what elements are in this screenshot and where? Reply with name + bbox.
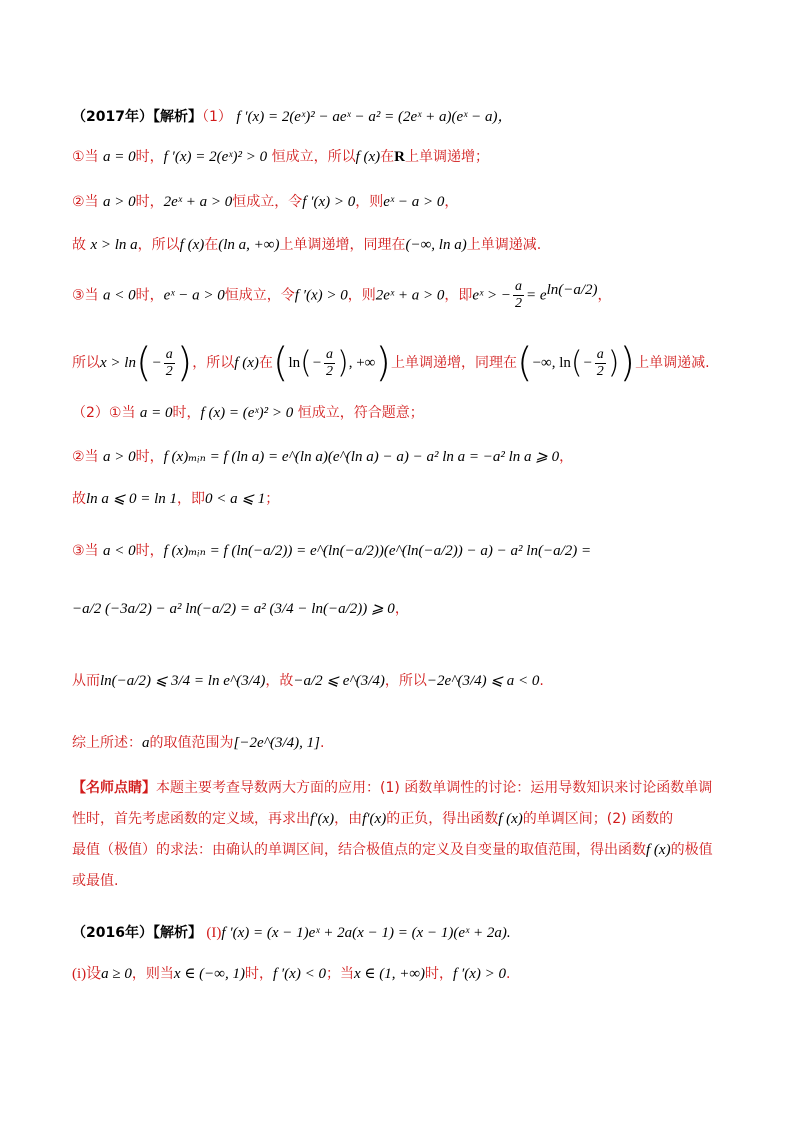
teacher-note-line: [72, 773, 732, 804]
fraction: [595, 347, 606, 380]
part2-conclusion-line: [72, 670, 734, 690]
case3-conclusion-line: 所以x > ln(− $\frac{a}{2}$ )，所以f (x)在(ln(− $\frac{a}{2}$ ), +∞)上单调递增，同理在(−∞, ln(− $\frac{a}{2}$ ))上单调递减.: [72, 340, 710, 386]
case3-text: 恒成立，令: [224, 287, 295, 304]
teacher-note-text: 的正负，得出函数: [386, 811, 499, 827]
part2-case1-line: [72, 402, 734, 422]
year-2017-tag: （2017年）【解析】: [72, 109, 202, 125]
conclusion-math: −a/2 ⩽ e^(3/4): [293, 673, 385, 689]
p2c2-text: 时，: [135, 449, 164, 465]
case1-label: ①当: [72, 149, 99, 165]
case2-math: eˣ − a > 0: [383, 194, 445, 210]
fraction-denominator: 2: [596, 363, 604, 379]
part2-case2-line: [72, 446, 734, 466]
fraction-denominator: 2: [326, 363, 333, 379]
summary-text: .: [319, 735, 325, 751]
case1-text: 恒成立，所以: [271, 149, 356, 165]
case3-label: ③当: [72, 287, 99, 304]
part-i-prefix: (I): [206, 925, 222, 941]
conclusion-text: .: [539, 673, 544, 689]
case-i-label: (i)设: [72, 966, 102, 982]
p2c3-text: 时，: [135, 543, 164, 559]
case2-line: [72, 191, 734, 211]
teacher-note-line: [72, 804, 732, 835]
derivative-expression-2016: f ′(x) = (x − 1)eˣ + 2a(x − 1) = (x − 1)(eˣ + 2a).: [221, 925, 511, 941]
case3-text: ，即: [444, 287, 473, 304]
part1-prefix: （1）: [201, 109, 232, 125]
p2c2-condition: a > 0: [103, 449, 136, 465]
teacher-note-line: [72, 866, 732, 897]
part2-case3-line: [72, 540, 734, 560]
case-i-text: ，则当: [131, 966, 174, 982]
case2-text: ，则: [355, 194, 384, 210]
p2c3-math: f (x)ₘᵢₙ = f (ln(−a/2)) = e^(ln(−a/2))(e^(ln(−a/2)) − a) − a² ln(−a/2) =: [163, 543, 592, 559]
fraction: [513, 279, 524, 312]
case1-text: 在: [380, 149, 395, 165]
case2-math: 2eˣ + a > 0: [163, 194, 233, 210]
p2c2-math: f (x)ₘᵢₙ = f (ln a) = e^(ln a)(e^(ln a) − a) − a² ln a = −a² ln a ⩾ 0: [163, 449, 560, 465]
case1-condition: a = 0: [103, 149, 136, 165]
conclusion-math: −2e^(3/4) ⩽ a < 0: [426, 673, 540, 689]
p2c3-condition: a < 0: [103, 543, 136, 559]
teacher-note-paragraph: [72, 773, 732, 897]
p2c2b-math: ln a ⩽ 0 = ln 1: [86, 491, 178, 507]
teacher-note-text: 的极值: [670, 842, 713, 858]
case2b-text: 故: [72, 237, 86, 253]
increasing-interval: (ln a, +∞): [218, 237, 280, 253]
case3b-text: 在: [258, 355, 273, 371]
case-i-text: ；当: [325, 966, 354, 982]
case3-condition: a < 0: [103, 287, 136, 304]
case1-line: [72, 146, 734, 166]
fraction-denominator: 2: [165, 363, 173, 379]
fraction-numerator: a: [165, 346, 173, 362]
case3b-text: 上单调递减.: [635, 355, 710, 371]
teacher-note-math: f′(x): [310, 811, 335, 827]
case-i-condition: a ≥ 0: [101, 966, 132, 982]
part2-math: f (x) = (eˣ)² > 0: [200, 405, 294, 421]
derivative-expression: f ′(x) = 2(eˣ)² − aeˣ − a² = (2eˣ + a)(eˣ − a)，: [236, 109, 513, 125]
fraction-numerator: a: [596, 346, 604, 362]
fraction-numerator: a: [515, 279, 523, 294]
summary-text: 的取值范围为: [149, 735, 234, 751]
conclusion-text: 从而: [72, 673, 100, 689]
p2c2b-text: ；: [265, 491, 280, 507]
fraction: [324, 347, 335, 380]
solution-2017-header-line: [72, 105, 734, 126]
case1-math: f ′(x) = 2(eˣ)² > 0: [163, 149, 268, 165]
case3-math: f ′(x) > 0: [294, 287, 348, 304]
solution-2016-header-line: [72, 922, 734, 942]
case-i-text: 时，: [244, 966, 273, 982]
case-i-math: f ′(x) < 0: [272, 966, 326, 982]
case3-math: 2eˣ + a > 0: [375, 287, 445, 304]
teacher-note-text: 性时，首先考虑函数的定义域，再求出: [72, 811, 310, 827]
case3b-text: ，所以: [192, 355, 235, 371]
fraction: [164, 347, 175, 380]
p2c2b-math: 0 < a ⩽ 1: [205, 491, 266, 507]
case-i-text: 时，: [425, 966, 454, 982]
teacher-note-text: ，由: [334, 811, 363, 827]
part2-text: 恒成立，符合题意；: [297, 405, 424, 421]
part2-label: （2）①当: [72, 405, 136, 421]
p2c3b-math: −a/2 (−3a/2) − a² ln(−a/2) = a² (3/4 − ln(−a/2)) ⩾ 0: [72, 601, 395, 617]
case2-conclusion-line: [72, 234, 734, 254]
case2b-text: 上单调递增，同理在: [279, 237, 406, 253]
part2-condition: a = 0: [139, 405, 173, 421]
summary-range: [−2e^(3/4), 1]: [233, 735, 320, 751]
teacher-note-tag: 【名师点睛】: [72, 780, 156, 796]
case-i-line: [72, 962, 734, 983]
year-2016-tag: （2016年）【解析】: [72, 925, 202, 941]
case2-label: ②当: [72, 194, 99, 210]
case1-text: 上单调递增；: [405, 149, 489, 165]
p2c3b-text: ，: [394, 601, 409, 617]
case2-text: 恒成立，令: [232, 194, 303, 210]
teacher-note-text: 最值（极值）的求法：由确认的单调区间，结合极值点的定义及自变量的取值范围，得出函数: [72, 842, 646, 858]
case1-fx: f (x): [355, 149, 381, 165]
case3b-math: x > ln: [100, 355, 136, 371]
case3b-text: 所以: [72, 355, 100, 371]
conclusion-text: ，故: [265, 673, 294, 689]
case3-text: ，: [597, 287, 612, 304]
case2-text: 时，: [135, 194, 164, 210]
summary-line: [72, 732, 734, 752]
case3-line: [72, 279, 734, 312]
p2c2b-text: 故: [72, 491, 86, 507]
paren: ): [176, 340, 193, 386]
p2c2b-text: ，即: [177, 491, 206, 507]
p2c3-label: ③当: [72, 543, 99, 559]
teacher-note-math: f′(x): [362, 811, 387, 827]
summary-variable: a: [142, 735, 150, 751]
case2b-text: 在: [204, 237, 219, 253]
teacher-note-math: f (x): [646, 842, 671, 858]
case3-text: 时，: [135, 287, 164, 304]
part2-text: 时，: [172, 405, 201, 421]
case-i-interval: x ∈ (1, +∞): [353, 966, 426, 982]
paren: (: [135, 340, 152, 386]
case3b-text: 上单调递增，同理在: [390, 355, 517, 371]
fraction-numerator: a: [326, 346, 333, 362]
case3-math: eˣ > −: [472, 287, 512, 304]
p2c2-label: ②当: [72, 449, 99, 465]
case-i-text: .: [506, 966, 511, 982]
case2b-text: 上单调递减.: [466, 237, 542, 253]
conclusion-text: ，所以: [384, 673, 427, 689]
conclusion-math: ln(−a/2) ⩽ 3/4 = ln e^(3/4): [100, 673, 266, 689]
case3b-fx: f (x): [234, 355, 259, 371]
case2-math: f ′(x) > 0: [302, 194, 356, 210]
case1-text: 时，: [135, 149, 164, 165]
teacher-note-line: [72, 835, 732, 866]
teacher-note-math: f (x): [498, 811, 523, 827]
part2-case3-continuation: [72, 598, 734, 618]
part2-case2-conclusion: [72, 488, 734, 508]
p2c2-text: ，: [559, 449, 574, 465]
case3-math: = e: [526, 287, 547, 304]
summary-text: 综上所述：: [72, 735, 142, 751]
case3-text: ，则: [347, 287, 376, 304]
case2b-fx: f (x): [179, 237, 205, 253]
teacher-note-text: 或最值.: [72, 873, 119, 889]
case-i-math: f ′(x) > 0: [453, 966, 506, 982]
fraction-denominator: 2: [515, 296, 523, 311]
case2-condition: a > 0: [103, 194, 136, 210]
case2-text: ，: [444, 194, 459, 210]
decreasing-interval: (−∞, ln a): [405, 237, 467, 253]
teacher-note-text: 的单调区间；(2) 函数的: [522, 811, 674, 827]
exponent: ln(−a/2): [546, 281, 598, 298]
real-numbers-symbol: R: [394, 149, 405, 165]
teacher-note-text: 本题主要考查导数两大方面的应用：(1) 函数单调性的讨论：运用导数知识来讨论函数单调: [156, 780, 713, 796]
case3-math: eˣ − a > 0: [163, 287, 225, 304]
case2b-text: ，所以: [137, 237, 180, 253]
case2b-math: x > ln a: [90, 237, 138, 253]
case-i-interval: x ∈ (−∞, 1): [173, 966, 245, 982]
